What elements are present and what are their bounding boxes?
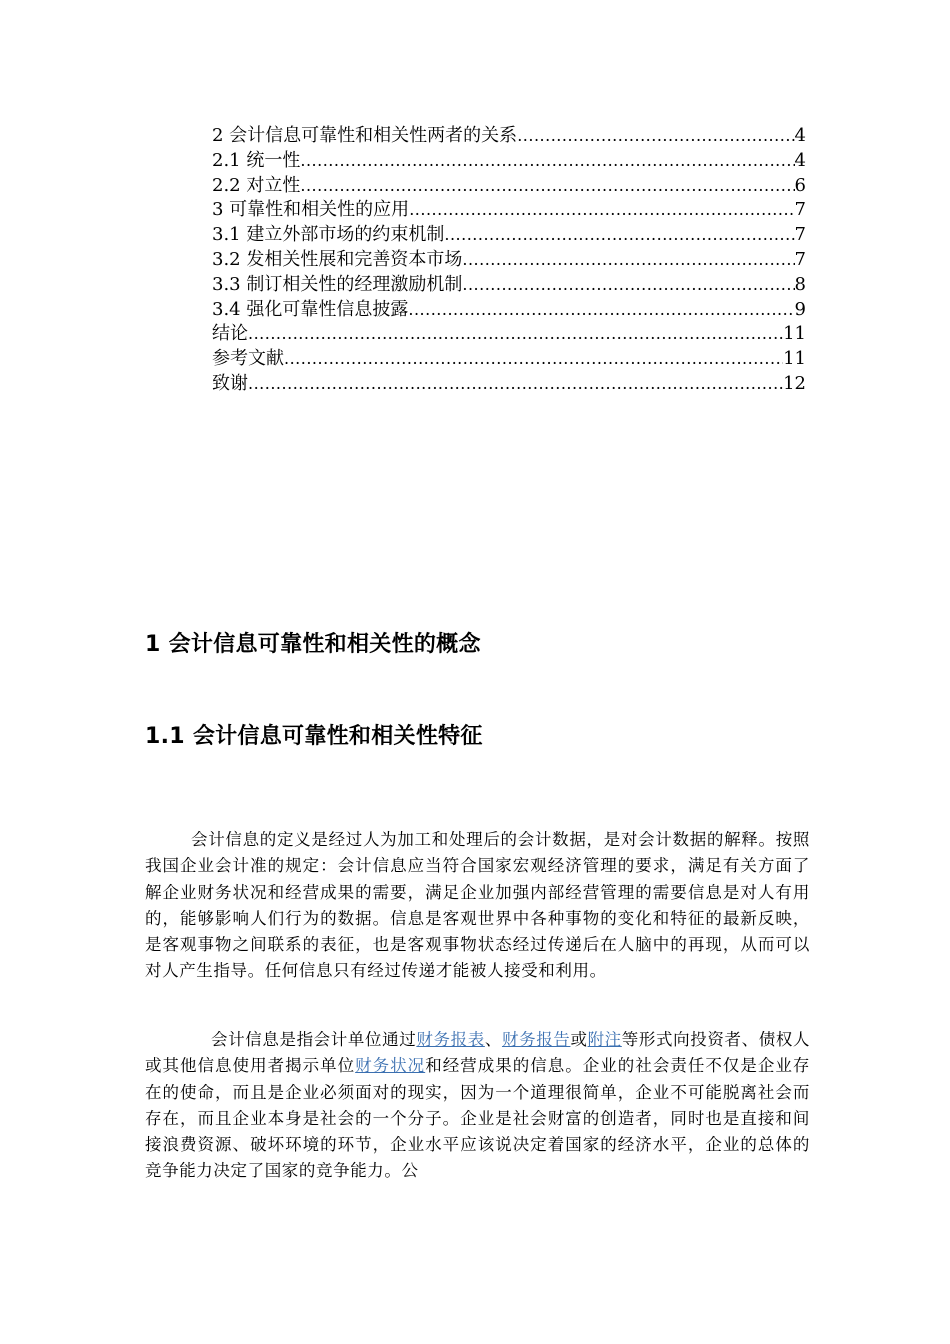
toc-entry[interactable] xyxy=(212,298,806,323)
link-financial-report[interactable]: 财务报告 xyxy=(501,1030,571,1049)
toc-leader-dots xyxy=(409,198,794,223)
toc-leader-dots xyxy=(462,273,794,298)
toc-entry[interactable] xyxy=(212,149,806,174)
toc-entry-page: 7 xyxy=(794,199,806,221)
toc-entry-label: 3.2 发相关性展和完善资本市场 xyxy=(212,248,463,270)
toc-leader-dots xyxy=(300,149,794,174)
toc-entry[interactable] xyxy=(212,273,806,298)
paragraph-text: 会计信息是指会计单位通过 xyxy=(211,1030,417,1049)
toc-entry[interactable] xyxy=(212,322,806,347)
body-text-block xyxy=(145,827,810,985)
paragraph xyxy=(145,1027,810,1185)
paragraph-text: 或 xyxy=(570,1030,588,1049)
toc-entry-label: 致谢 xyxy=(212,372,248,394)
link-financial-statements[interactable]: 财务报表 xyxy=(416,1030,485,1049)
toc-leader-dots xyxy=(517,124,794,149)
paragraph-text: 等形式向投资者、债权人或其他信息使用者揭示单位 xyxy=(145,1030,811,1076)
toc-entry-page: 7 xyxy=(794,248,806,270)
toc-entry[interactable] xyxy=(212,124,806,149)
toc-entry-label: 参考文献 xyxy=(212,348,284,370)
toc-entry-page: 9 xyxy=(794,298,806,320)
paragraph-text: 和经营成果的信息。企业的社会责任不仅是企业存在的使命，而且是企业必须面对的现实，因为一个道理很简单，企业不可能脱离社会而存在，而且企业本身是社会的一个分子。企业是社会财富的创造者，同时也是直接和间接浪费资源、破坏环境的环节，企业水平应该说决定着国家的经济水平，企业的总体的竞争能力决定了国家的竞争能力。公 xyxy=(145,1056,811,1181)
toc-entry[interactable] xyxy=(212,372,806,397)
toc-entry-page: 12 xyxy=(783,372,806,394)
link-notes[interactable]: 附注 xyxy=(587,1030,622,1049)
link-financial-position[interactable]: 财务状况 xyxy=(355,1056,426,1076)
paragraph: 会计信息的定义是经过人为加工和处理后的会计数据，是对会计数据的解释。按照我国企业会计准的规定：会计信息应当符合国家宏观经济管理的要求，满足有关方面了解企业财务状况和经营成果的需要，满足企业加强内部经营管理的需要信息是对人有用的，能够影响人们行为的数据。信息是客观世界中各种事物的变化和特征的最新反映，是客观事物之间联系的表征，也是客观事物状态经过传递后在人脑中的再现，从而可以对人产生指导。任何信息只有经过传递才能被人接受和利用。 xyxy=(145,830,810,981)
toc-entry-page: 4 xyxy=(794,149,806,171)
toc-entry-label: 3.4 强化可靠性信息披露 xyxy=(212,298,409,320)
toc-entry-label: 3 可靠性和相关性的应用 xyxy=(212,199,410,221)
toc-leader-dots xyxy=(462,248,794,273)
toc-entry-label: 2 会计信息可靠性和相关性两者的关系 xyxy=(212,125,518,146)
toc-leader-dots xyxy=(248,372,783,397)
toc-entry-page: 6 xyxy=(794,174,806,196)
toc-leader-dots xyxy=(444,223,794,248)
toc-entry-page: 11 xyxy=(783,323,806,345)
toc-entry-label: 结论 xyxy=(212,323,248,345)
toc-entry-label: 2.1 统一性 xyxy=(212,149,301,171)
toc-entry-label: 3.1 建立外部市场的约束机制 xyxy=(212,224,445,246)
section-heading: 1 会计信息可靠性和相关性的概念 xyxy=(145,632,481,657)
toc-entry[interactable] xyxy=(212,198,806,223)
toc-entry-page: 4 xyxy=(794,125,806,146)
toc-entry[interactable] xyxy=(212,248,806,273)
toc-entry[interactable] xyxy=(212,223,806,248)
toc-entry-page: 7 xyxy=(794,224,806,246)
toc-leader-dots xyxy=(284,347,783,372)
toc-leader-dots xyxy=(408,298,794,323)
toc-entry-label: 3.3 制订相关性的经理激励机制 xyxy=(212,273,463,295)
toc-entry-page: 11 xyxy=(783,348,806,370)
toc-entry[interactable] xyxy=(212,347,806,372)
toc-entry[interactable] xyxy=(212,174,806,199)
paragraph-text: 、 xyxy=(484,1030,502,1049)
toc-leader-dots xyxy=(300,174,794,199)
toc-entry-page: 8 xyxy=(794,273,806,295)
toc-entry-label: 2.2 对立性 xyxy=(212,174,301,196)
toc-leader-dots xyxy=(248,322,783,347)
table-of-contents xyxy=(212,124,806,397)
subsection-heading: 1.1 会计信息可靠性和相关性特征 xyxy=(145,724,483,749)
body-text-block xyxy=(145,1027,810,1185)
